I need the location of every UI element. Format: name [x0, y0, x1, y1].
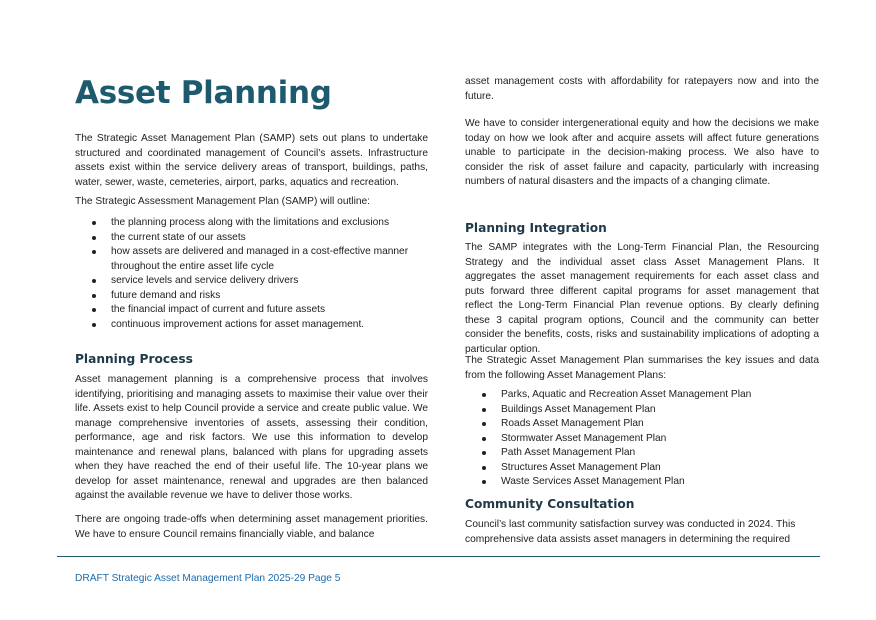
list-item: the planning process along with the limitations and exclusions: [75, 216, 428, 231]
list-item: Stormwater Asset Management Plan: [465, 432, 819, 447]
integration-paragraph: The SAMP integrates with the Long-Term Financial Plan, the Resourcing Strategy and the individual asset class Asset Management Plans. It aggregates the asset management requirements for each asset class and puts forward three different capital programs for asset management that reflect the Long-Term Financial Plan revenue options. By clearly defining these 3 capital program options, Council and the community can better consider the benefits, costs, risks and sustainability implications of adopting a particular option.: [465, 242, 819, 355]
list-item: Waste Services Asset Management Plan: [465, 475, 819, 490]
list-item: Roads Asset Management Plan: [465, 417, 819, 432]
intro-paragraph: The Strategic Asset Management Plan (SAMP) sets out plans to undertake structured and coordinated management of Council’s assets. Infrastructure assets exist within the service delivery areas of transport, buildings, paths, water, sewer, waste, cemeteries, airport, parks, aquatics and recreation.: [75, 133, 428, 188]
list-item: how assets are delivered and managed in a cost-effective manner throughout the entire asset life cycle: [75, 245, 428, 274]
plans-list: [465, 388, 819, 490]
list-item: Buildings Asset Management Plan: [465, 403, 819, 418]
outline-lead: The Strategic Assessment Management Plan (SAMP) will outline:: [75, 196, 370, 207]
continued-paragraph: asset management costs with affordability for ratepayers now and into the future.: [465, 76, 819, 102]
consultation-paragraph: Council’s last community satisfaction survey was conducted in 2024. This comprehensive data assists asset managers in determining the required: [465, 519, 796, 545]
footer-divider: [57, 556, 820, 557]
list-item: continuous improvement actions for asset management.: [75, 318, 428, 333]
list-item: the financial impact of current and future assets: [75, 303, 428, 318]
list-item: service levels and service delivery drivers: [75, 274, 428, 289]
list-item: Structures Asset Management Plan: [465, 461, 819, 476]
community-consultation-heading: Community Consultation: [465, 497, 635, 511]
integration-summary: The Strategic Asset Management Plan summarises the key issues and data from the following Asset Management Plans:: [465, 355, 819, 381]
planning-integration-heading: Planning Integration: [465, 221, 607, 235]
equity-paragraph: We have to consider intergenerational equity and how the decisions we make today on how we look after and acquire assets will affect future generations unable to participate in the decision-making process. We also have to consider the risk of asset failure and capacity, particularly with increasing numbers of natural disasters and the impacts of a changing climate.: [465, 118, 819, 187]
list-item: the current state of our assets: [75, 231, 428, 246]
outline-list: [75, 216, 428, 332]
list-item: Parks, Aquatic and Recreation Asset Management Plan: [465, 388, 819, 403]
list-item: future demand and risks: [75, 289, 428, 304]
list-item: Path Asset Management Plan: [465, 446, 819, 461]
planning-process-paragraph: Asset management planning is a comprehensive process that involves identifying, prioritising and managing assets to maximise their value over their life. Assets exist to help Council provide a service and create public value. We manage comprehensive inventories of assets, assessing their condition, performance, age and risk factors. We use this information to develop maintenance and renewal plans, balanced with plans for upgrading assets when they have reached the end of their useful life. The 10-year plans we develop for asset maintenance, renewal and upgrades are then balanced against the available revenue we have to deliver those works.: [75, 374, 428, 501]
page-title: Asset Planning: [75, 75, 332, 111]
trade-offs-paragraph: There are ongoing trade-offs when determining asset management priorities. We have to ensure Council remains financially viable, and balance: [75, 514, 428, 540]
page-footer: DRAFT Strategic Asset Management Plan 2025-29 Page 5: [75, 573, 341, 584]
planning-process-heading: Planning Process: [75, 352, 193, 366]
